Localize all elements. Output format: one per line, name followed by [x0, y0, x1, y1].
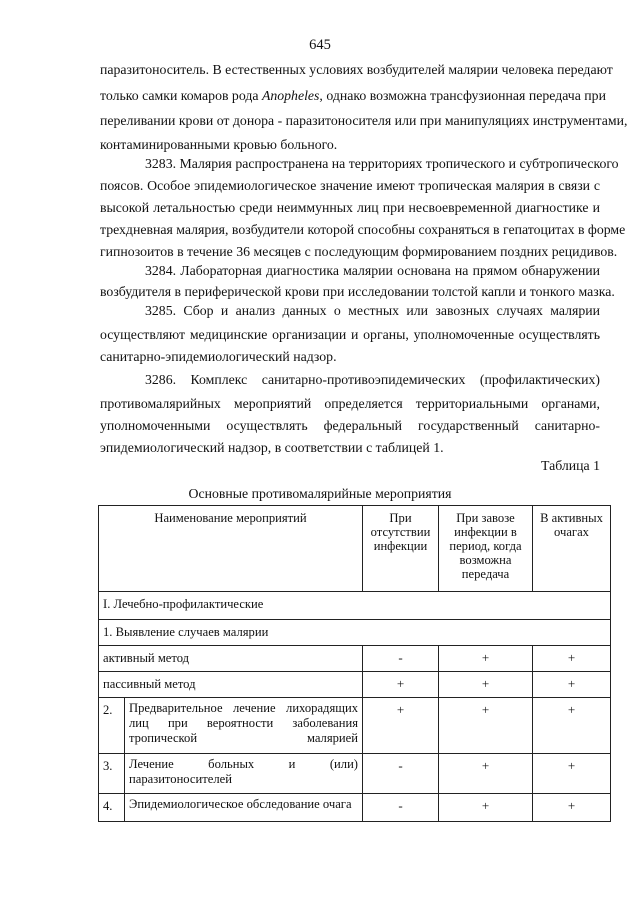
table-row [99, 672, 611, 698]
text-line: уполномоченными осуществлять федеральный государственный санитарно- [100, 418, 600, 433]
text-line: 3284. Лабораторная диагностика малярии основана на прямом обнаружении [145, 263, 600, 278]
row-description-text: Лечение больных и (или) паразитоносителей [129, 757, 358, 787]
cell-imported: + [439, 646, 533, 672]
row-description: Эпидемиологическое обследование очага [125, 794, 363, 822]
text-line: гипнозоитов в течение 36 месяцев с последующим формированием поздних рецидивов. [100, 244, 618, 259]
header-imported: При завозе инфекции в период, когда возможна передача [439, 506, 533, 592]
cell-imported: + [439, 794, 533, 822]
text-line: контаминированными кровью больного. [100, 137, 338, 152]
measures-table [98, 505, 611, 822]
cell-active-foci: + [533, 754, 611, 794]
cell-no-infection: + [363, 698, 439, 754]
row-label: активный метод [99, 646, 363, 672]
table-row [99, 754, 611, 794]
text-line: трехдневная малярия, возбудители которой способны сохраняться в гепатоцитах в форме [100, 222, 626, 237]
cell-imported: + [439, 672, 533, 698]
table-row [99, 794, 611, 822]
header-name: Наименование мероприятий [99, 506, 363, 592]
text-line: противомалярийных мероприятий определяется территориальными органами, [100, 396, 600, 411]
text-line: переливании крови от донора - паразитоносителя или при манипуляциях инструментами, [100, 113, 628, 128]
cell-no-infection: + [363, 672, 439, 698]
text-line: высокой летальностью среди неиммунных лиц при несвоевременной диагностике и [100, 200, 600, 215]
text-line: осуществляют медицинские организации и органы, уполномоченные осуществлять [100, 327, 600, 342]
cell-no-infection: - [363, 754, 439, 794]
table-header-row [99, 506, 611, 592]
row-description-text: Предварительное лечение лихорадящих лиц при вероятности заболевания тропической малярией [129, 701, 358, 746]
text-line: санитарно-эпидемиологический надзор. [100, 349, 337, 364]
table-row [99, 646, 611, 672]
row-number: 3. [99, 754, 125, 794]
table-title: Основные противомалярийные мероприятия [188, 486, 452, 501]
cell-active-foci: + [533, 698, 611, 754]
text-line: поясов. Особое эпидемиологическое значение имеют тропическая малярия в связи с [100, 178, 600, 193]
cell-active-foci: + [533, 646, 611, 672]
table-label: Таблица 1 [540, 458, 600, 473]
header-no-infection: При отсутствии инфекции [363, 506, 439, 592]
row-label: пассивный метод [99, 672, 363, 698]
cell-imported: + [439, 754, 533, 794]
subsection-label: 1. Выявление случаев малярии [99, 620, 611, 646]
section-row [99, 592, 611, 620]
subsection-row [99, 620, 611, 646]
row-description [125, 698, 363, 754]
cell-no-infection: - [363, 794, 439, 822]
row-number: 2. [99, 698, 125, 754]
page-number: 645 [309, 37, 331, 53]
header-active-foci: В активных очагах [533, 506, 611, 592]
text-line: паразитоноситель. В естественных условиях возбудителей малярии человека передают [100, 62, 613, 77]
text-line: 3286. Комплекс санитарно-противоэпидемических (профилактических) [145, 372, 600, 387]
table-row [99, 698, 611, 754]
row-number: 4. [99, 794, 125, 822]
cell-imported: + [439, 698, 533, 754]
cell-active-foci: + [533, 794, 611, 822]
section-label: I. Лечебно-профилактические [99, 592, 611, 620]
cell-active-foci: + [533, 672, 611, 698]
text-line: только самки комаров рода Anopheles, однако возможна трансфузионная передача при [100, 88, 606, 103]
text-line: эпидемиологический надзор, в соответствии с таблицей 1. [100, 440, 444, 455]
text-line: возбудителя в периферической крови при исследовании толстой капли и тонкого мазка. [100, 284, 615, 299]
text-line: 3283. Малярия распространена на территориях тропического и субтропического [145, 156, 619, 171]
cell-no-infection: - [363, 646, 439, 672]
genus-name: Anopheles [261, 88, 320, 103]
row-description [125, 754, 363, 794]
text-line: 3285. Сбор и анализ данных о местных или завозных случаях малярии [145, 303, 600, 318]
